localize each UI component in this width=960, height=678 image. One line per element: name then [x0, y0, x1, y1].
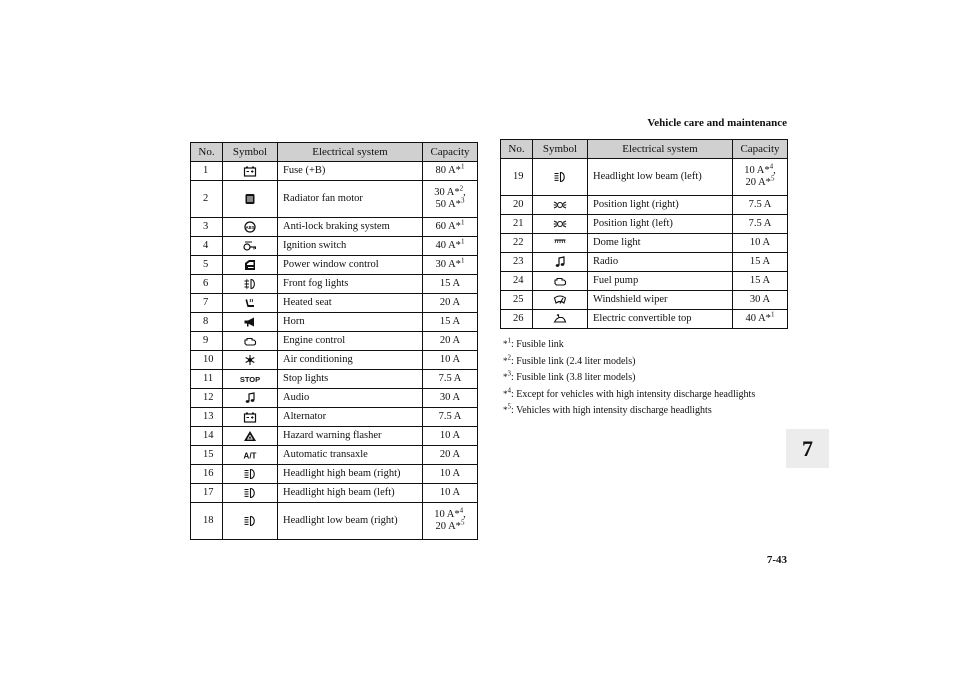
dome-light-icon: [553, 237, 567, 249]
capacity: [423, 237, 478, 256]
fuse-row-23: [501, 253, 788, 272]
convertible-top-icon: [553, 313, 567, 325]
capacity: [423, 427, 478, 446]
electrical-system: Dome light: [588, 234, 733, 253]
hazard-triangle-icon: [243, 430, 257, 442]
headlight-icon: [553, 171, 567, 183]
fuse-symbol: [533, 310, 588, 329]
fuse-number: 22: [501, 234, 533, 253]
fuse-row-19: [501, 159, 788, 196]
capacity-value: 20 A*$^5$: [745, 174, 775, 188]
fuse-row-6: [191, 275, 478, 294]
fuse-row-13: [191, 408, 478, 427]
fuse-symbol: [533, 234, 588, 253]
capacity: [733, 215, 788, 234]
chapter-tab: 7: [786, 429, 829, 468]
fuse-row-18: [191, 503, 478, 540]
fuse-number: 13: [191, 408, 223, 427]
fuse-number: 12: [191, 389, 223, 408]
fuse-row-7: [191, 294, 478, 313]
capacity: [423, 503, 478, 540]
ignition-key-icon: [243, 240, 257, 252]
fuse-table-right: [500, 139, 788, 329]
fuse-number: 17: [191, 484, 223, 503]
fuse-symbol: [223, 256, 278, 275]
capacity-value: 15 A: [439, 316, 461, 327]
capacity-value: 40 A*$^1$: [435, 237, 465, 251]
music-note-icon: [553, 256, 567, 268]
col-header-no: No.: [191, 143, 223, 162]
fuse-number: 3: [191, 218, 223, 237]
electrical-system: Horn: [278, 313, 423, 332]
capacity-value: 7.5 A: [748, 218, 772, 229]
fuse-number: 7: [191, 294, 223, 313]
fuse-row-2: [191, 181, 478, 218]
headlight-icon: [243, 487, 257, 499]
capacity-value: 7.5 A: [748, 199, 772, 210]
fuse-row-22: [501, 234, 788, 253]
fuse-number: 1: [191, 162, 223, 181]
electrical-system: Audio: [278, 389, 423, 408]
footnote: *$^4$: Except for vehicles with high intensity discharge headlights: [503, 386, 756, 400]
fuse-symbol: [223, 218, 278, 237]
fuse-row-9: [191, 332, 478, 351]
capacity: [423, 484, 478, 503]
capacity-value: 40 A*$^1$: [745, 310, 775, 324]
fuse-symbol: [223, 370, 278, 389]
fuse-symbol: [223, 275, 278, 294]
electrical-system: Windshield wiper: [588, 291, 733, 310]
fuse-row-8: [191, 313, 478, 332]
fuse-symbol: [223, 446, 278, 465]
col-header-capacity: Capacity: [423, 143, 478, 162]
col-header-capacity: Capacity: [733, 140, 788, 159]
col-header-symbol: Symbol: [223, 143, 278, 162]
electrical-system: Radio: [588, 253, 733, 272]
fuse-number: 9: [191, 332, 223, 351]
capacity: [423, 218, 478, 237]
fuse-number: 24: [501, 272, 533, 291]
capacity-value: 7.5 A: [438, 411, 462, 422]
capacity: [423, 351, 478, 370]
fuse-row-12: [191, 389, 478, 408]
power-window-icon: [243, 259, 257, 271]
fuse-number: 23: [501, 253, 533, 272]
radiator-fan-icon: [243, 193, 257, 205]
fuse-row-26: [501, 310, 788, 329]
table-header-row: [191, 143, 478, 162]
fan-snowflake-icon: [243, 354, 257, 366]
table-header-row: [501, 140, 788, 159]
page-header: Vehicle care and maintenance: [647, 117, 787, 129]
col-header-system: Electrical system: [588, 140, 733, 159]
capacity: [423, 313, 478, 332]
fuse-row-3: [191, 218, 478, 237]
battery-icon: [243, 411, 257, 423]
fuse-row-24: [501, 272, 788, 291]
svg-text:ABS: ABS: [245, 224, 255, 230]
electrical-system: Automatic transaxle: [278, 446, 423, 465]
col-header-no: No.: [501, 140, 533, 159]
footnotes: [503, 336, 803, 419]
footnote: *$^2$: Fusible link (2.4 liter models): [503, 353, 636, 367]
capacity-value: 7.5 A: [438, 373, 462, 384]
fuse-symbol: [223, 313, 278, 332]
fuse-number: 16: [191, 465, 223, 484]
electrical-system: Anti-lock braking system: [278, 218, 423, 237]
fuse-row-4: [191, 237, 478, 256]
capacity: [733, 310, 788, 329]
fuse-row-16: [191, 465, 478, 484]
capacity: [423, 181, 478, 218]
fuse-symbol: [533, 291, 588, 310]
footnote: *$^3$: Fusible link (3.8 liter models): [503, 369, 636, 383]
capacity: [423, 465, 478, 484]
svg-text:A/T: A/T: [243, 451, 257, 461]
electrical-system: Fuel pump: [588, 272, 733, 291]
electrical-system: Radiator fan motor: [278, 181, 423, 218]
footnote: *$^5$: Vehicles with high intensity discharge headlights: [503, 402, 712, 416]
fuse-number: 8: [191, 313, 223, 332]
fuse-symbol: [533, 215, 588, 234]
fuse-symbol: [223, 162, 278, 181]
electrical-system: Headlight high beam (right): [278, 465, 423, 484]
stop-icon: [239, 373, 261, 385]
fuse-symbol: [223, 408, 278, 427]
capacity: [423, 370, 478, 389]
capacity: [423, 408, 478, 427]
music-note-icon: [243, 392, 257, 404]
capacity-value: 15 A: [749, 275, 771, 286]
fuse-table-left: [190, 142, 478, 540]
fuse-symbol: [533, 253, 588, 272]
col-header-symbol: Symbol: [533, 140, 588, 159]
fuse-row-14: [191, 427, 478, 446]
fuse-symbol: [223, 332, 278, 351]
electrical-system: Heated seat: [278, 294, 423, 313]
fuse-row-10: [191, 351, 478, 370]
fuse-number: 10: [191, 351, 223, 370]
fuse-symbol: [533, 159, 588, 196]
electrical-system: Air conditioning: [278, 351, 423, 370]
electrical-system: Electric convertible top: [588, 310, 733, 329]
capacity-value: 30 A*$^2$,: [434, 184, 466, 198]
fuse-number: 5: [191, 256, 223, 275]
electrical-system: Headlight low beam (right): [278, 503, 423, 540]
electrical-system: Stop lights: [278, 370, 423, 389]
fuse-symbol: [223, 294, 278, 313]
fuse-number: 6: [191, 275, 223, 294]
fuse-symbol: [533, 196, 588, 215]
fuse-row-11: [191, 370, 478, 389]
capacity-value: 60 A*$^1$: [435, 218, 465, 232]
fuse-row-5: [191, 256, 478, 275]
heated-seat-icon: [243, 297, 257, 309]
fuse-number: 25: [501, 291, 533, 310]
fuse-row-21: [501, 215, 788, 234]
fuse-symbol: [223, 181, 278, 218]
fuse-number: 21: [501, 215, 533, 234]
headlight-icon: [243, 468, 257, 480]
a-slash-t-icon: [243, 449, 257, 461]
engine-icon: [243, 335, 257, 347]
capacity-value: 10 A: [439, 354, 461, 365]
capacity-value: 10 A: [749, 237, 771, 248]
fuse-number: 2: [191, 181, 223, 218]
capacity: [423, 275, 478, 294]
footnote: *$^1$: Fusible link: [503, 336, 564, 350]
electrical-system: Position light (right): [588, 196, 733, 215]
capacity-value: 30 A: [749, 294, 771, 305]
fuse-row-20: [501, 196, 788, 215]
electrical-system: Headlight high beam (left): [278, 484, 423, 503]
fuse-symbol: [223, 389, 278, 408]
fuse-symbol: [533, 272, 588, 291]
front-fog-light-icon: [243, 278, 257, 290]
electrical-system: Front fog lights: [278, 275, 423, 294]
fuse-row-17: [191, 484, 478, 503]
electrical-system: Fuse (+B): [278, 162, 423, 181]
fuse-number: 4: [191, 237, 223, 256]
capacity-value: 30 A*$^1$: [435, 256, 465, 270]
capacity: [733, 272, 788, 291]
capacity-value: 20 A: [439, 449, 461, 460]
capacity: [733, 234, 788, 253]
fuse-symbol: [223, 427, 278, 446]
capacity-value: 30 A: [439, 392, 461, 403]
electrical-system: Ignition switch: [278, 237, 423, 256]
horn-icon: [243, 316, 257, 328]
capacity: [733, 253, 788, 272]
fuse-row-15: [191, 446, 478, 465]
fuse-row-25: [501, 291, 788, 310]
col-header-system: Electrical system: [278, 143, 423, 162]
capacity: [733, 291, 788, 310]
electrical-system: Alternator: [278, 408, 423, 427]
position-light-icon: [553, 199, 567, 211]
capacity-value: 20 A: [439, 335, 461, 346]
capacity: [423, 256, 478, 275]
capacity-value: 15 A: [439, 278, 461, 289]
electrical-system: Hazard warning flasher: [278, 427, 423, 446]
capacity-value: 80 A*$^1$: [435, 162, 465, 176]
fuse-symbol: [223, 465, 278, 484]
fuse-number: 18: [191, 503, 223, 540]
electrical-system: Position light (left): [588, 215, 733, 234]
fuse-symbol: [223, 484, 278, 503]
page-number: 7-43: [766, 554, 787, 566]
battery-icon: [243, 165, 257, 177]
capacity: [423, 446, 478, 465]
engine-icon: [553, 275, 567, 287]
capacity: [423, 162, 478, 181]
fuse-number: 11: [191, 370, 223, 389]
capacity: [423, 332, 478, 351]
capacity-value: 10 A*$^4$,: [744, 162, 776, 176]
electrical-system: Power window control: [278, 256, 423, 275]
fuse-number: 26: [501, 310, 533, 329]
fuse-symbol: [223, 351, 278, 370]
capacity-value: 20 A*$^5$: [435, 518, 465, 532]
headlight-icon: [243, 515, 257, 527]
electrical-system: Engine control: [278, 332, 423, 351]
capacity-value: 10 A: [439, 468, 461, 479]
electrical-system: Headlight low beam (left): [588, 159, 733, 196]
position-light-icon: [553, 218, 567, 230]
capacity-value: 20 A: [439, 297, 461, 308]
fuse-symbol: [223, 237, 278, 256]
fuse-number: 15: [191, 446, 223, 465]
capacity: [733, 196, 788, 215]
capacity-value: 10 A: [439, 430, 461, 441]
fuse-number: 14: [191, 427, 223, 446]
abs-icon: [243, 221, 257, 233]
capacity: [423, 294, 478, 313]
capacity-value: 10 A*$^4$,: [434, 506, 466, 520]
capacity: [733, 159, 788, 196]
capacity-value: 50 A*$^3$: [435, 196, 465, 210]
svg-text:STOP: STOP: [239, 374, 261, 384]
fuse-number: 19: [501, 159, 533, 196]
fuse-number: 20: [501, 196, 533, 215]
wiper-icon: [553, 294, 567, 306]
fuse-row-1: [191, 162, 478, 181]
capacity: [423, 389, 478, 408]
fuse-symbol: [223, 503, 278, 540]
capacity-value: 15 A: [749, 256, 771, 267]
capacity-value: 10 A: [439, 487, 461, 498]
